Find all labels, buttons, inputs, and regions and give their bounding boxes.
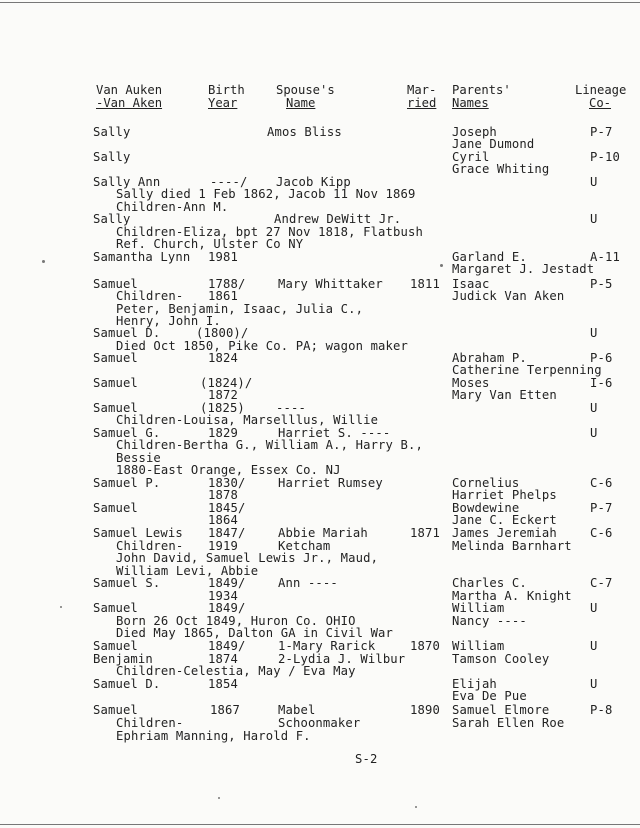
- entry-text: Samuel: [93, 277, 138, 291]
- bottom-edge-rule: [0, 824, 640, 825]
- entry-text: Charles C.: [452, 576, 527, 590]
- entry-text: U: [590, 401, 598, 415]
- scan-speck: [218, 797, 220, 799]
- entry-text: Judick Van Aken: [452, 289, 565, 303]
- entry-text: (1800)/: [196, 326, 249, 340]
- entry-text: Samuel D.: [93, 677, 161, 691]
- entry-text: 1-Mary Rarick: [278, 639, 376, 653]
- entry-text: 1870: [410, 639, 440, 653]
- entry-text: 1864: [208, 513, 238, 527]
- entry-text: U: [590, 175, 598, 189]
- entry-text: C-6: [590, 476, 613, 490]
- entry-text: Sally died 1 Feb 1862, Jacob 11 Nov 1869: [116, 187, 416, 201]
- entry-text: Harriet Rumsey: [278, 476, 383, 490]
- entry-text: P-7: [590, 125, 613, 139]
- entry-text: Samuel: [93, 401, 138, 415]
- entry-text: Samuel: [93, 501, 138, 515]
- entry-text: (1825): [200, 401, 245, 415]
- page-number: S-2: [355, 752, 378, 766]
- scan-speck: [415, 806, 417, 808]
- entry-text: Schoonmaker: [278, 716, 361, 730]
- entry-text: William: [452, 601, 505, 615]
- entry-text: 1847/: [208, 526, 246, 540]
- entry-text: 1788/: [208, 277, 246, 291]
- entry-text: John David, Samuel Lewis Jr., Maud,: [116, 551, 379, 565]
- entry-text: A-11: [590, 250, 620, 264]
- entry-text: Samuel G.: [93, 426, 161, 440]
- entry-text: Samuel P.: [93, 476, 161, 490]
- entry-text: Children-: [116, 539, 184, 553]
- entry-text: ----: [276, 401, 306, 415]
- entry-text: 1830/: [208, 476, 246, 490]
- entry-text: C-7: [590, 576, 613, 590]
- entry-text: Amos Bliss: [267, 125, 342, 139]
- entry-text: I-6: [590, 376, 613, 390]
- entry-text: C-6: [590, 526, 613, 540]
- entry-text: Sarah Ellen Roe: [452, 716, 565, 730]
- entry-text: Harriet S. ----: [278, 426, 391, 440]
- entry-text: Children-Louisa, Marselllus, Willie: [116, 413, 379, 427]
- entry-text: Ref. Church, Ulster Co NY: [116, 237, 304, 251]
- entry-text: 1824: [208, 351, 238, 365]
- entry-text: 1919: [208, 539, 238, 553]
- entry-text: 1861: [208, 289, 238, 303]
- scan-speck: [440, 264, 443, 267]
- entry-text: Jane Dumond: [452, 137, 535, 151]
- entry-text: P-5: [590, 277, 613, 291]
- entry-text: (1824)/: [200, 376, 253, 390]
- entry-text: Children-: [116, 716, 184, 730]
- entry-text: 1829: [208, 426, 238, 440]
- entry-text: Andrew DeWitt Jr.: [274, 212, 402, 226]
- entry-text: Eva De Pue: [452, 689, 527, 703]
- entry-text: Samuel: [93, 601, 138, 615]
- header-van-auken: Van Auken -Van Aken: [96, 83, 163, 110]
- scan-speck: [42, 260, 45, 263]
- header-married: Mar- ried: [407, 83, 437, 110]
- entry-text: 1867: [210, 703, 240, 717]
- header-birth-year: Birth Year: [208, 83, 245, 110]
- entry-text: 1872: [208, 388, 238, 402]
- entry-text: Samuel: [93, 351, 138, 365]
- entry-text: Abbie Mariah: [278, 526, 368, 540]
- entry-text: Samuel: [93, 639, 138, 653]
- entry-text: Benjamin: [93, 652, 153, 666]
- entry-text: Grace Whiting: [452, 162, 550, 176]
- entry-text: Catherine Terpenning: [452, 363, 602, 377]
- entry-text: Samuel Elmore: [452, 703, 550, 717]
- entry-text: 1854: [208, 677, 238, 691]
- entry-text: Nancy ----: [452, 614, 527, 628]
- entry-text: 1878: [208, 488, 238, 502]
- entry-text: P-10: [590, 150, 620, 164]
- header-parents-names: Parents' Names: [452, 83, 511, 110]
- entry-text: Samuel: [93, 376, 138, 390]
- entry-text: William Levi, Abbie: [116, 564, 259, 578]
- entry-text: U: [590, 426, 598, 440]
- entry-text: U: [590, 601, 598, 615]
- entry-text: Isaac: [452, 277, 490, 291]
- entry-text: 1811: [410, 277, 440, 291]
- entry-text: Samantha Lynn: [93, 250, 191, 264]
- entry-text: Bowdewine: [452, 501, 520, 515]
- entry-text: 1880-East Orange, Essex Co. NJ: [116, 463, 341, 477]
- entry-text: 1981: [208, 250, 238, 264]
- entry-text: P-6: [590, 351, 613, 365]
- entry-text: Samuel S.: [93, 576, 161, 590]
- entry-text: Died May 1865, Dalton GA in Civil War: [116, 626, 394, 640]
- header-spouse-name: Spouse's Name: [276, 83, 335, 110]
- entry-text: ----/: [210, 175, 248, 189]
- entry-text: 1871: [410, 526, 440, 540]
- entry-text: 1849/: [208, 639, 246, 653]
- entry-text: 1849/: [208, 576, 246, 590]
- entry-text: 1849/: [208, 601, 246, 615]
- entry-text: Children-Bertha G., William A., Harry B.,: [116, 438, 423, 452]
- entry-text: Jane C. Eckert: [452, 513, 557, 527]
- entry-text: Sally Ann: [93, 175, 161, 189]
- entry-text: Children-Celestia, May / Eva May: [116, 664, 356, 678]
- entry-text: Sally: [93, 150, 131, 164]
- entry-text: Harriet Phelps: [452, 488, 557, 502]
- entry-text: Henry, John I.: [116, 314, 221, 328]
- entry-text: Tamson Cooley: [452, 652, 550, 666]
- entry-text: P-8: [590, 703, 613, 717]
- entry-text: Ann ----: [278, 576, 338, 590]
- entry-text: Samuel: [93, 703, 138, 717]
- entry-text: Died Oct 1850, Pike Co. PA; wagon maker: [116, 339, 409, 353]
- entry-text: 2-Lydia J. Wilbur: [278, 652, 406, 666]
- entry-text: Children-Eliza, bpt 27 Nov 1818, Flatbush: [116, 225, 423, 239]
- entry-text: Samuel D.: [93, 326, 161, 340]
- entry-text: Samuel Lewis: [93, 526, 183, 540]
- entry-text: Moses: [452, 376, 490, 390]
- entry-text: U: [590, 212, 598, 226]
- entry-text: Abraham P.: [452, 351, 527, 365]
- entry-text: Children-Ann M.: [116, 200, 229, 214]
- entry-text: Garland E.: [452, 250, 527, 264]
- entry-text: 1874: [208, 652, 238, 666]
- scan-speck: [60, 606, 62, 608]
- entry-text: Bessie: [116, 451, 161, 465]
- entry-text: James Jeremiah: [452, 526, 557, 540]
- entry-text: Peter, Benjamin, Isaac, Julia C.,: [116, 302, 364, 316]
- entry-text: U: [590, 677, 598, 691]
- entry-text: Jacob Kipp: [276, 175, 351, 189]
- entry-text: Margaret J. Jestadt: [452, 262, 595, 276]
- entry-text: P-7: [590, 501, 613, 515]
- entry-text: Cornelius: [452, 476, 520, 490]
- entry-text: Born 26 Oct 1849, Huron Co. OHIO: [116, 614, 356, 628]
- entry-text: Mabel: [278, 703, 316, 717]
- entry-text: Ketcham: [278, 539, 331, 553]
- header-lineage: Lineage Co-: [575, 83, 627, 110]
- entry-text: Sally: [93, 125, 131, 139]
- entry-text: Ephriam Manning, Harold F.: [116, 729, 311, 743]
- entry-text: Joseph: [452, 125, 497, 139]
- entry-text: Mary Whittaker: [278, 277, 383, 291]
- entry-text: Sally: [93, 212, 131, 226]
- entry-text: 1934: [208, 589, 238, 603]
- entry-text: William: [452, 639, 505, 653]
- entry-text: Children-: [116, 289, 184, 303]
- entry-text: Elijah: [452, 677, 497, 691]
- entry-text: U: [590, 639, 598, 653]
- entry-text: 1890: [410, 703, 440, 717]
- entry-text: Cyril: [452, 150, 490, 164]
- entry-text: 1845/: [208, 501, 246, 515]
- entry-text: Martha A. Knight: [452, 589, 572, 603]
- entry-text: U: [590, 326, 598, 340]
- entry-text: Melinda Barnhart: [452, 539, 572, 553]
- entry-text: Mary Van Etten: [452, 388, 557, 402]
